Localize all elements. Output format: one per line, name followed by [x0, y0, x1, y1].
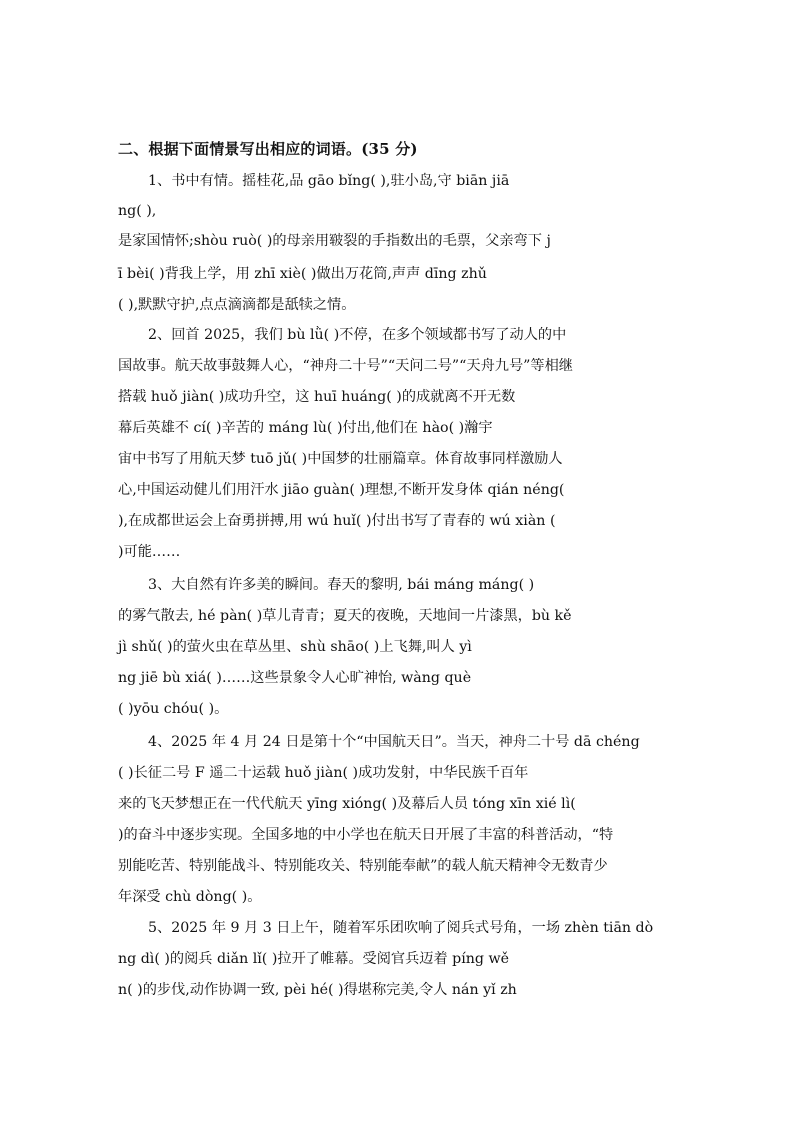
text-line: n( )的步伐,动作协调一致, pèi hé( )得堪称完美,令人 nán yǐ zh [118, 982, 517, 998]
text-line: ( ),默默守护,点点滴滴都是舐犊之情。 [118, 297, 356, 313]
text-line: ),在成都世运会上奋勇拼搏,用 wú huǐ( )付出书写了青春的 wú xiàn ( [118, 513, 556, 529]
text-line: )可能…… [118, 544, 181, 560]
text-line: 5、2025 年 9 月 3 日上午，随着军乐团吹响了阅兵式号角，一场 zhèn tiān dò [148, 920, 654, 936]
text-line: ng jiē bù xiá( )……这些景象令人心旷神怡, wàng què [118, 670, 472, 686]
text-line: 1、书中有情。摇桂花,品 gāo bǐng( ),驻小岛,守 biān jiā [148, 173, 510, 189]
text-line: 是家国情怀;shòu ruò( )的母亲用皲裂的手指数出的毛票，父亲弯下 j [118, 233, 551, 249]
text-line: jì shǔ( )的萤火虫在草丛里、shù shāo( )上飞舞,叫人 yì [118, 639, 472, 655]
section-heading: 二、根据下面情景写出相应的词语。(35 分) [118, 140, 418, 158]
text-line: 年深受 chù dòng( )。 [118, 889, 262, 905]
text-line: ī bèi( )背我上学，用 zhī xiè( )做出万花筒,声声 dīng zhǔ [118, 266, 487, 282]
text-line: 国故事。航天故事鼓舞人心，“神舟二十号”“天问二号”“天舟九号”等相继 [118, 358, 573, 374]
text-line: 别能吃苦、特别能战斗、特别能攻关、特别能奉献”的载人航天精神令无数青少 [118, 858, 608, 874]
text-line: 4、2025 年 4 月 24 日是第十个“中国航天日”。当天，神舟二十号 dā chéng [148, 734, 640, 750]
text-line: ( )yōu chóu( )。 [118, 701, 229, 717]
text-line: 3、大自然有许多美的瞬间。春天的黎明, bái máng máng( ) [148, 577, 535, 593]
text-line: ng dì( )的阅兵 diǎn lǐ( )拉开了帷幕。受阅官兵迈着 píng wě [118, 951, 510, 967]
text-line: 来的飞天梦想正在一代代航天 yīng xióng( )及幕后人员 tóng xīn xié lì( [118, 796, 576, 812]
text-line: 宙中书写了用航天梦 tuō jǔ( )中国梦的壮丽篇章。体育故事同样激励人 [118, 451, 563, 467]
text-line: 搭载 huǒ jiàn( )成功升空，这 huī huáng( )的成就离不开无数 [118, 389, 516, 405]
text-line: ng( ), [118, 203, 157, 219]
text-line: 2、回首 2025，我们 bù lǜ( )不停，在多个领域都书写了动人的中 [148, 327, 567, 343]
text-line: ( )长征二号 F 遥二十运载 huǒ jiàn( )成功发射，中华民族千百年 [118, 765, 529, 781]
text-line: 心,中国运动健儿们用汗水 jiāo guàn( )理想,不断开发身体 qián néng( [118, 482, 565, 498]
text-line: 的雾气散去, hé pàn( )草儿青青；夏天的夜晚，天地间一片漆黑，bù kě [118, 608, 572, 624]
text-line: 幕后英雄不 cí( )辛苦的 máng lù( )付出,他们在 hào( )瀚宇 [118, 420, 493, 436]
text-line: )的奋斗中逐步实现。全国多地的中小学也在航天日开展了丰富的科普活动，“特 [118, 827, 614, 843]
